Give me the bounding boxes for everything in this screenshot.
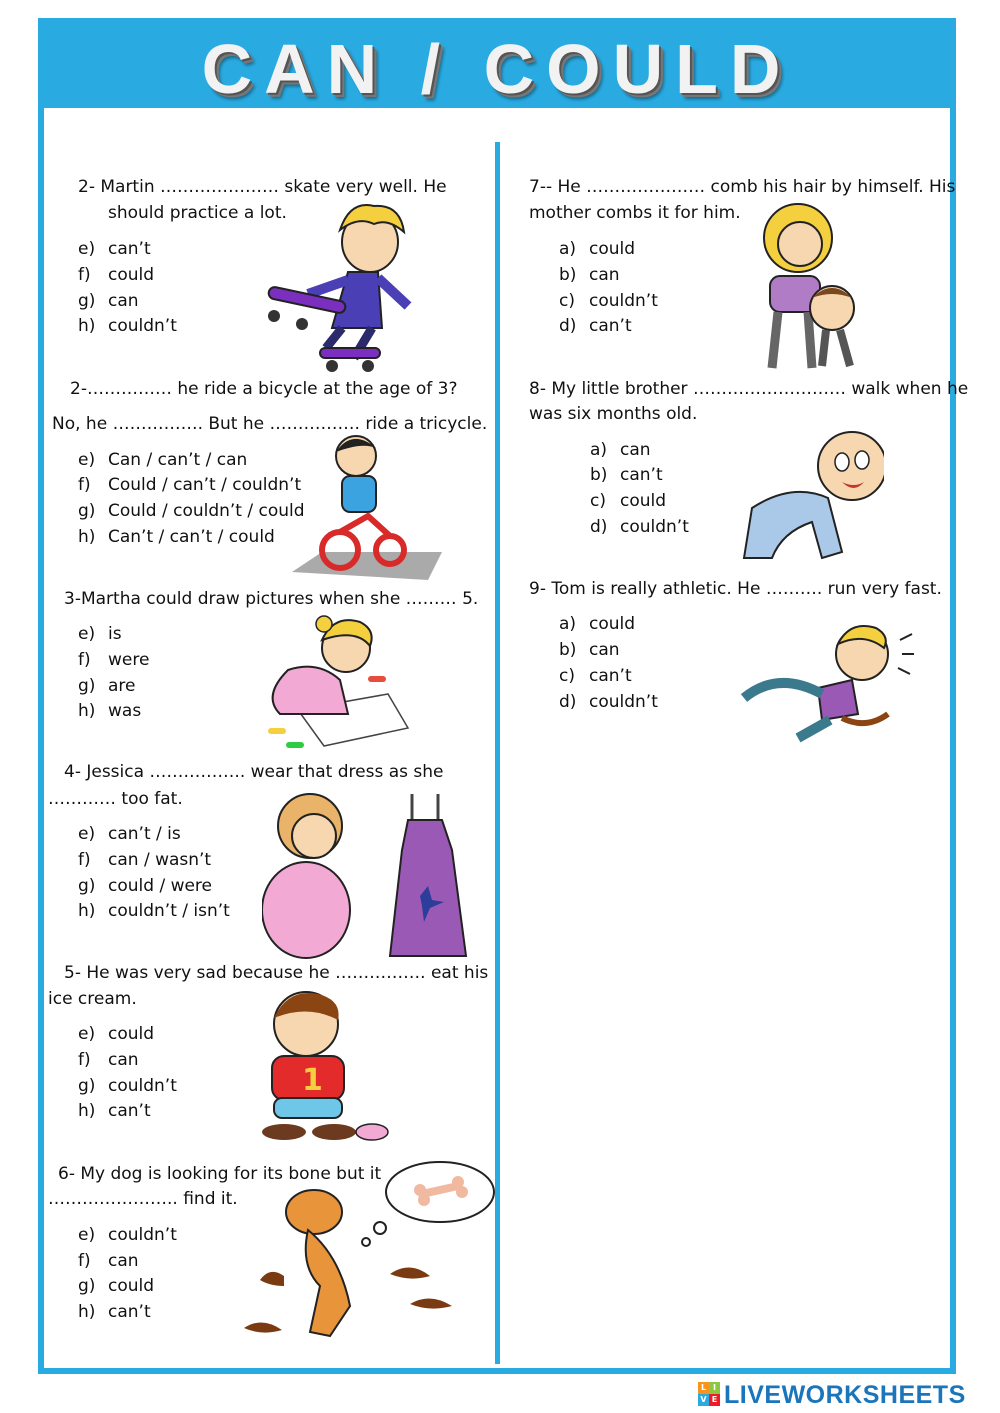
question-4-option-g[interactable]: g) could / were <box>78 876 213 896</box>
question-3-line-1: 3-Martha could draw pictures when she ……… 5. <box>64 589 479 609</box>
question-1-option-g[interactable]: g) can <box>78 291 139 311</box>
question-9-option-d[interactable]: d) couldn’t <box>559 692 658 712</box>
question-5-option-h[interactable]: h) can’t <box>78 1101 151 1121</box>
question-8-option-b[interactable]: b) can’t <box>590 465 663 485</box>
question-1-line-2: should practice a lot. <box>108 203 287 223</box>
question-6-option-g[interactable]: g) could <box>78 1276 155 1296</box>
question-5-line-1: 5- He was very sad because he ……………. eat his <box>64 963 489 983</box>
question-9-line-1: 9- Tom is really athletic. He ………. run very fast. <box>529 579 942 599</box>
question-4-line-1: 4- Jessica …………….. wear that dress as she <box>64 762 444 782</box>
question-7-option-c[interactable]: c) couldn’t <box>559 291 658 311</box>
mother-combing-illustration <box>756 198 871 374</box>
question-5-option-f[interactable]: f) can <box>78 1050 139 1070</box>
question-5-option-g[interactable]: g) couldn’t <box>78 1076 177 1096</box>
question-1-option-f[interactable]: f) could <box>78 265 155 285</box>
logo-text: LIVEWORKSHEETS <box>724 1381 966 1409</box>
sad-boy-icecream-illustration <box>248 990 393 1146</box>
question-1-option-h[interactable]: h) couldn’t <box>78 316 177 336</box>
question-4-option-e[interactable]: e) can’t / is <box>78 824 181 844</box>
question-2-line-2: No, he ……………. But he ……………. ride a tricycle. <box>52 414 488 434</box>
question-4-line-2: ………… too fat. <box>48 789 183 809</box>
question-2-option-e[interactable]: e) Can / can’t / can <box>78 450 248 470</box>
question-1-option-e[interactable]: e) can’t <box>78 239 151 259</box>
crawling-baby-illustration <box>732 412 884 564</box>
question-6-option-f[interactable]: f) can <box>78 1251 139 1271</box>
question-7-line-2: mother combs it for him. <box>529 203 741 223</box>
question-3-option-g[interactable]: g) are <box>78 676 136 696</box>
question-9-option-a[interactable]: a) could <box>559 614 636 634</box>
logo-mark-icon: L I V E <box>698 1382 720 1406</box>
tricycle-boy-illustration <box>292 432 442 580</box>
question-2-line-1: 2-…………… he ride a bicycle at the age of 3? <box>70 379 458 399</box>
question-7-option-d[interactable]: d) can’t <box>559 316 632 336</box>
question-6-option-e[interactable]: e) couldn’t <box>78 1225 177 1245</box>
question-8-line-1: 8- My little brother ……………………… walk when he <box>529 379 969 399</box>
jessica-dress-illustration <box>262 790 468 962</box>
question-5-line-2: ice cream. <box>48 989 137 1009</box>
question-1-line-1: 2- Martin ………………… skate very well. He <box>78 177 447 197</box>
question-8-line-2: was six months old. <box>529 404 698 424</box>
skateboard-boy-illustration <box>262 198 422 376</box>
question-7-option-a[interactable]: a) could <box>559 239 636 259</box>
question-8-option-c[interactable]: c) could <box>590 491 667 511</box>
question-9-option-b[interactable]: b) can <box>559 640 620 660</box>
liveworksheets-logo <box>698 1380 998 1410</box>
question-7-line-1: 7-- He ………………… comb his hair by himself. His <box>529 177 956 197</box>
question-4-option-h[interactable]: h) couldn’t / isn’t <box>78 901 230 921</box>
question-8-option-d[interactable]: d) couldn’t <box>590 517 689 537</box>
question-3-option-e[interactable]: e) is <box>78 624 122 644</box>
question-6-option-h[interactable]: h) can’t <box>78 1302 151 1322</box>
question-6-line-1: 6- My dog is looking for its bone but it <box>58 1164 382 1184</box>
drawing-girl-illustration <box>228 610 410 752</box>
question-9-option-c[interactable]: c) can’t <box>559 666 632 686</box>
question-5-option-e[interactable]: e) could <box>78 1024 155 1044</box>
page-title: CAN / COULD <box>201 30 793 108</box>
question-4-option-f[interactable]: f) can / wasn’t <box>78 850 212 870</box>
question-7-option-b[interactable]: b) can <box>559 265 620 285</box>
svg-text:1: 1 <box>302 1063 323 1098</box>
question-8-option-a[interactable]: a) can <box>590 440 651 460</box>
title-banner <box>38 18 956 108</box>
question-3-option-f[interactable]: f) were <box>78 650 150 670</box>
question-2-option-f[interactable]: f) Could / can’t / couldn’t <box>78 475 302 495</box>
question-2-option-g[interactable]: g) Could / couldn’t / could <box>78 501 305 521</box>
running-boy-illustration <box>738 614 916 744</box>
question-3-option-h[interactable]: h) was <box>78 701 142 721</box>
question-2-option-h[interactable]: h) Can’t / can’t / could <box>78 527 275 547</box>
question-6-line-2: ………………….. find it. <box>48 1189 238 1209</box>
dog-bone-illustration <box>240 1156 496 1342</box>
